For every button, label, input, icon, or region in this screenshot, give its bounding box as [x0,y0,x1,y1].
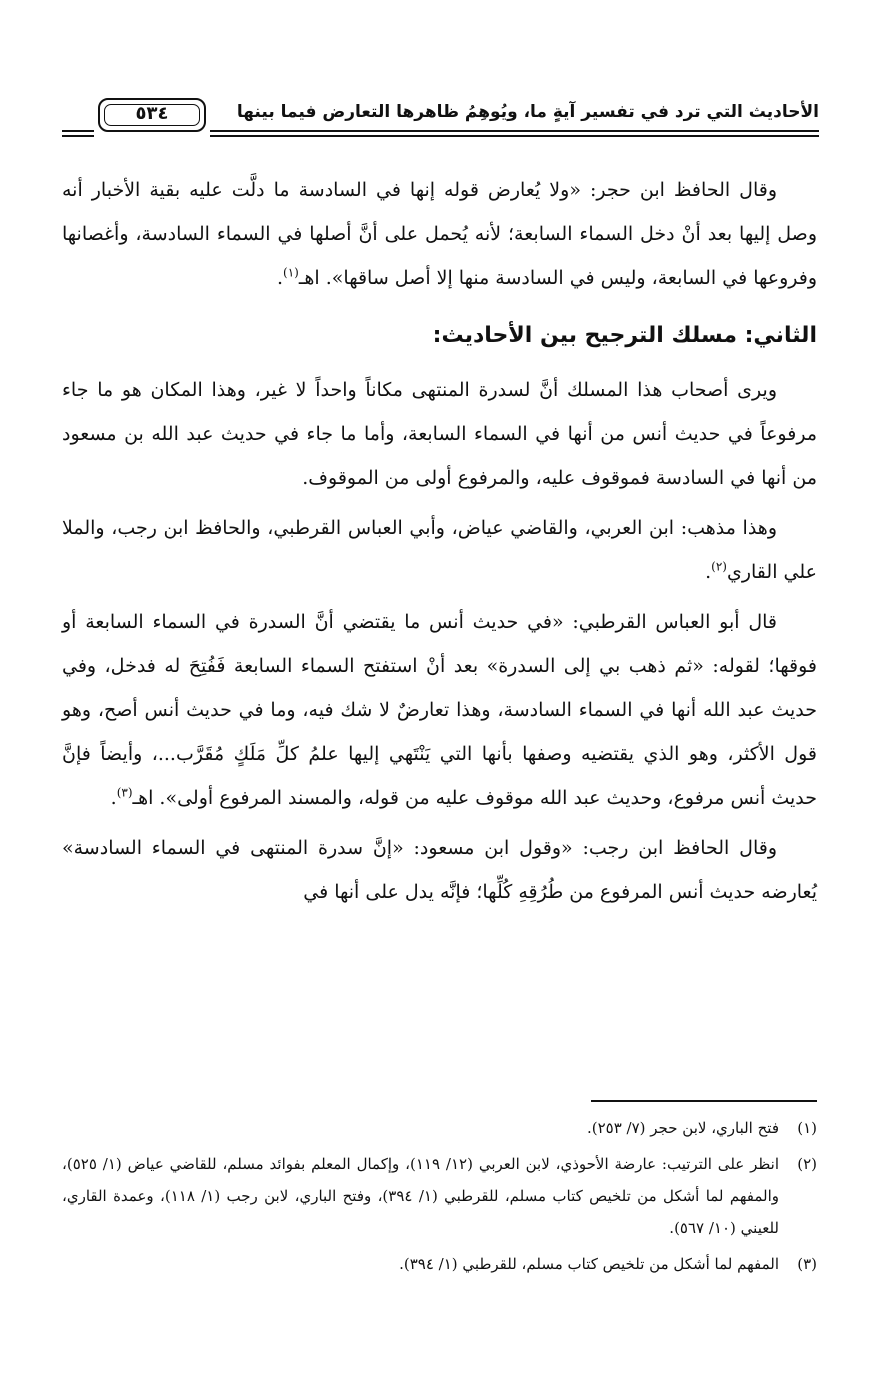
paragraph-text: وقال الحافظ ابن حجر: «ولا يُعارض قوله إنها في السادسة ما دلَّت عليه بقية الأخبار أنه وصل إليها بعد أنْ دخل السماء السابعة؛ لأنه يُحمل على أنَّ أصلها في السماء السادسة، وأغصانها وفروعها في السابعة، وليس في السادسة منها إلا أصل ساقها». اهـ [62,179,817,289]
footnotes [62,1112,817,1284]
header-rule-short [62,130,94,132]
paragraph-madhhab [62,506,817,594]
section-heading: الثاني: مسلك الترجيح بين الأحاديث: [432,323,817,348]
footnote-ref: (١) [283,265,299,280]
header-rule-line [210,135,819,137]
footnote-ref: (٣) [116,785,133,800]
paragraph-tarjih: ويرى أصحاب هذا المسلك أنَّ لسدرة المنتهى مكاناً واحداً لا غير، وهذا المكان هو ما جاء مرفوعاً في حديث أنس من أنها في السماء السابعة، وأما ما جاء في حديث عبد الله بن مسعود من أنها في السادسة فموقوف عليه، والمرفوع أولى من الموقوف. [62,379,817,489]
main-text [62,168,817,920]
footnote-number: (٢) [797,1155,817,1173]
footnote-1 [62,1112,817,1144]
page-header [62,96,819,152]
paragraph-text: قال أبو العباس القرطبي: «في حديث أنس ما يقتضي أنَّ السدرة في السماء السابعة أو فوقها؛ لقوله: «ثم ذهب بي إلى السدرة» بعد أنْ استفتح السماء السابعة فَفُتِحَ له فدخل، وفي حديث عبد الله أنها في السماء السادسة، وهذا تعارضٌ لا شك فيه، وما في حديث أنس أصح، وهو قول الأكثر، وهو الذي يقتضيه وصفها بأنها التي يَنْتَهي إليها علمُ كلِّ مَلَكٍ مُقَرَّب...، وأيضاً فإنَّ حديث أنس مرفوع، وحديث عبد الله موقوف عليه من قوله، والمسند المرفوع أولى». اهـ [62,611,817,809]
header-rule-line [210,130,819,132]
footnote-ref: (٢) [711,559,727,574]
page-number: ٥٣٤ [135,103,169,124]
paragraph-end: . [705,561,712,583]
paragraph-ibn-rajab: وقال الحافظ ابن رجب: «وقول ابن مسعود: «إنَّ سدرة المنتهى في السماء السادسة» يُعارضه حديث أنس المرفوع من طُرُقِهِ كُلِّها؛ فإنَّه يدل على أنها في [62,837,817,903]
footnote-text: انظر على الترتيب: عارضة الأحوذي، لابن العربي (١٢/ ١١٩)، وإكمال المعلم بفوائد مسلم، للقاضي عياض (١/ ٥٢٥)، والمفهم لما أشكل من تلخيص كتاب مسلم، للقرطبي (١/ ٣٩٤)، وفتح الباري، لابن رجب (١/ ١١٨)، وعمدة القاري، للعيني (١٠/ ٥٦٧). [62,1155,780,1237]
page-number-frame [98,98,206,132]
footnote-number: (٣) [797,1255,817,1273]
footnote-text: المفهم لما أشكل من تلخيص كتاب مسلم، للقرطبي (١/ ٣٩٤). [399,1255,779,1273]
footnote-2 [62,1148,817,1244]
footnote-number: (١) [797,1119,817,1137]
paragraph-end: . [110,787,117,809]
running-title: الأحاديث التي ترد في تفسير آيةٍ ما، ويُوهِمُ ظاهرها التعارض فيما بينها [236,102,819,122]
header-rule-short [62,135,94,137]
paragraph-ibn-hajar: وقال الحافظ ابن حجر: «ولا يُعارض قوله إنها في السادسة ما دلَّت عليه بقية الأخبار أنه وصل إليها بعد أنْ دخل السماء السابعة؛ لأنه يُحمل على أنَّ أصلها في السماء السادسة، وأغصانها وفروعها في السابعة، وليس في السادسة منها إلا أصل ساقها». اهـ$^{(١)}$. [62,179,817,289]
paragraph-qurtubi [62,600,817,820]
paragraph-text: وهذا مذهب: ابن العربي، والقاضي عياض، وأبي العباس القرطبي، والحافظ ابن رجب، والملا علي القاري [62,517,817,583]
footnote-separator [591,1100,817,1102]
footnote-3 [62,1248,817,1280]
footnote-text: فتح الباري، لابن حجر (٧/ ٢٥٣). [586,1119,779,1137]
